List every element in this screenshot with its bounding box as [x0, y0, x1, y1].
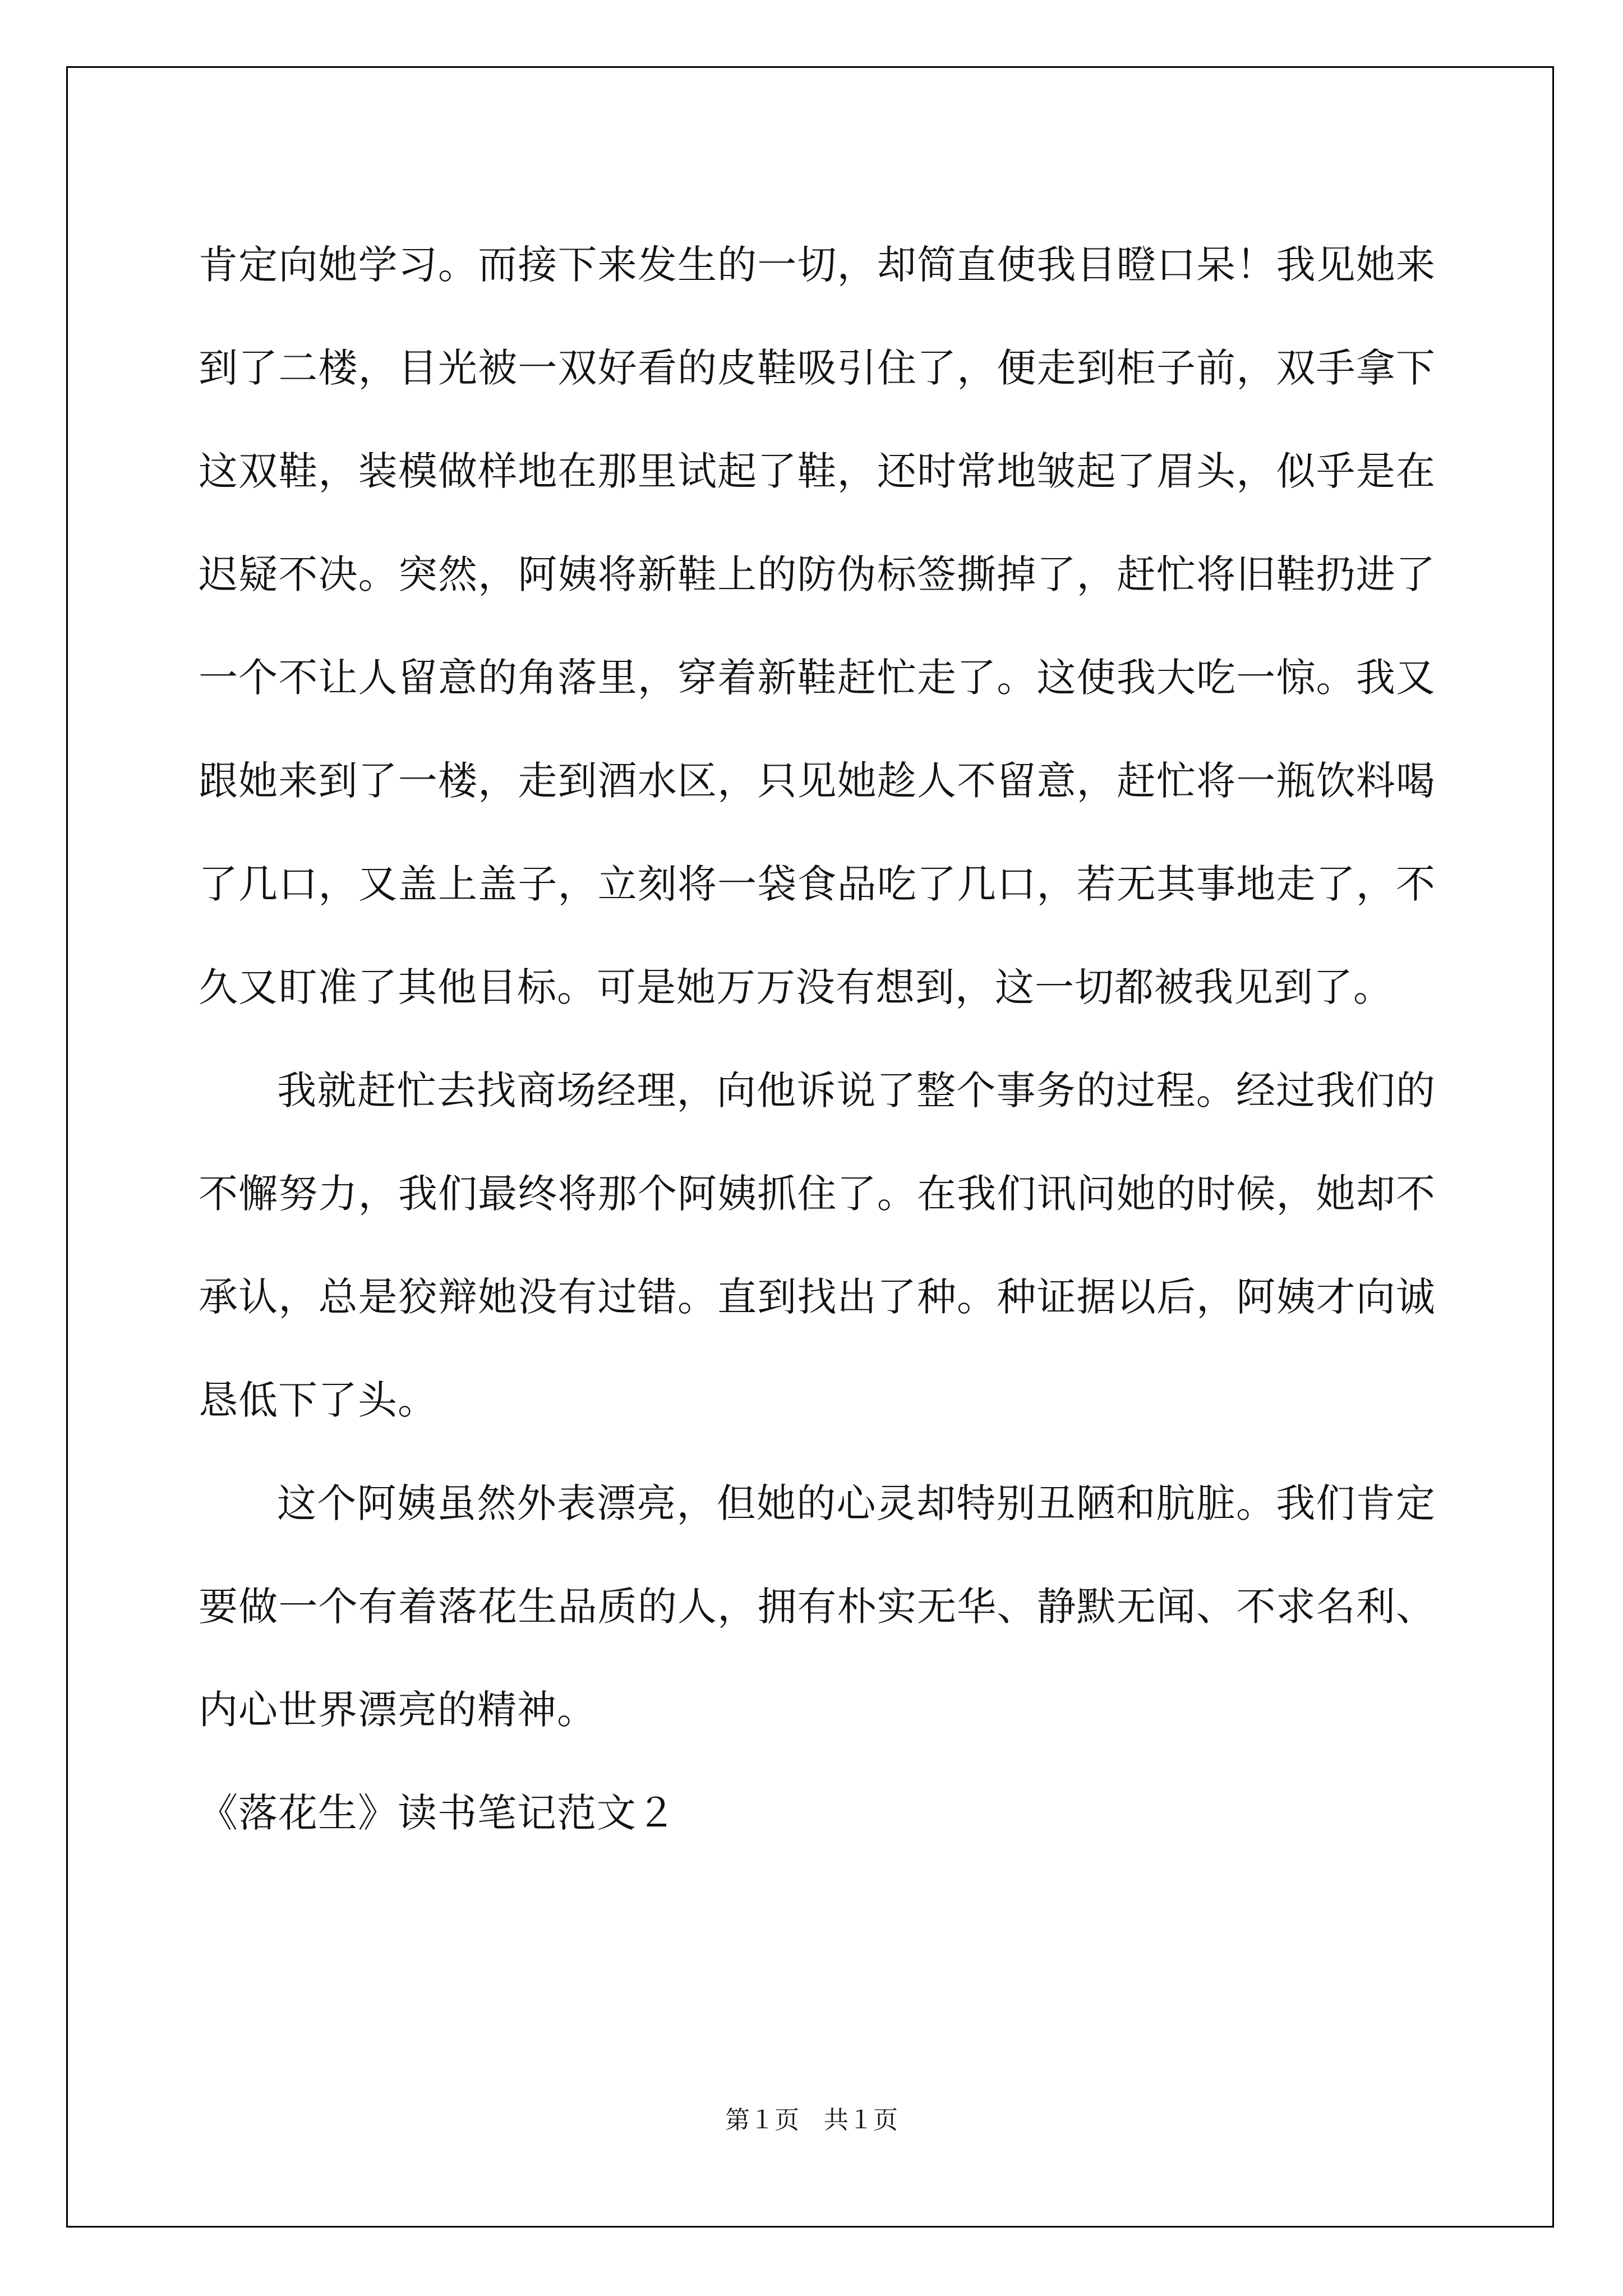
- paragraph-2: 我就赶忙去找商场经理，向他诉说了整个事务的过程。经过我们的不懈努力，我们最终将那个阿姨抓住了。在我们讯问她的时候，她却不承认，总是狡辩她没有过错。直到找出了种。种证据以后，阿姨才向诚恳低下了头。: [199, 1068, 1436, 1423]
- page-footer: [0, 2104, 1623, 2137]
- page-number: 第１页: [725, 2106, 799, 2134]
- document-body: [199, 213, 1436, 1865]
- section-heading: 《落花生》读书笔记范文２: [199, 1790, 676, 1836]
- paragraph-3: 这个阿姨虽然外表漂亮，但她的心灵却特别丑陋和肮脏。我们肯定要做一个有着落花生品质的人，拥有朴实无华、静默无闻、不求名利、内心世界漂亮的精神。: [199, 1480, 1436, 1733]
- page-total: 共１页: [824, 2106, 898, 2134]
- paragraph-1: 肯定向她学习。而接下来发生的一切，却简直使我目瞪口呆！我见她来到了二楼，目光被一双好看的皮鞋吸引住了，便走到柜子前，双手拿下这双鞋，装模做样地在那里试起了鞋，还时常地皱起了眉头，似乎是在迟疑不决。突然，阿姨将新鞋上的防伪标签撕掉了，赶忙将旧鞋扔进了一个不让人留意的角落里，穿着新鞋赶忙走了。这使我大吃一惊。我又跟她来到了一楼，走到酒水区，只见她趁人不留意，赶忙将一瓶饮料喝了几口，又盖上盖子，立刻将一袋食品吃了几口，若无其事地走了，不久又盯准了其他目标。可是她万万没有想到，这一切都被我见到了。: [199, 242, 1436, 1010]
